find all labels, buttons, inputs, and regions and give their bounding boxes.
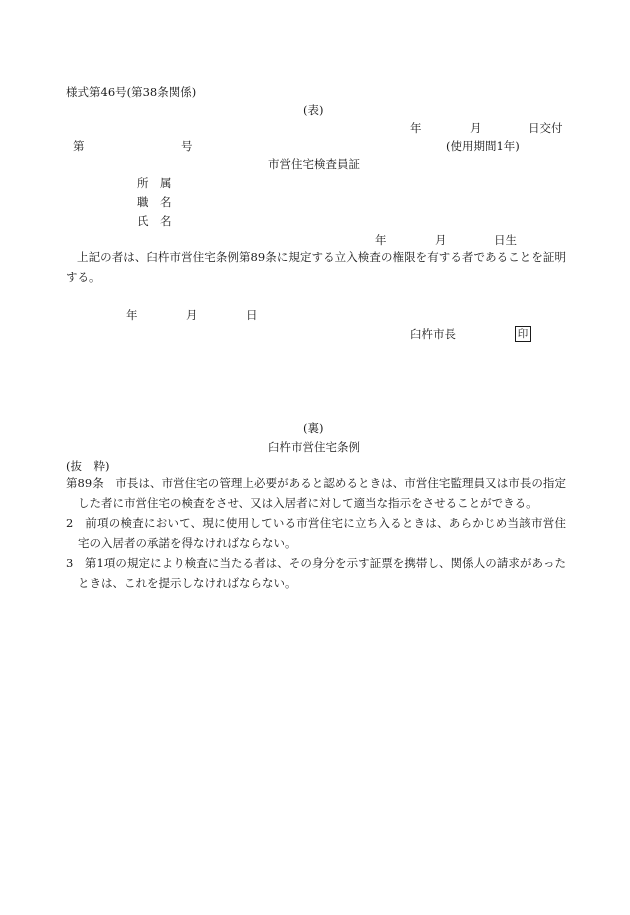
ordinance-title: 臼杵市営住宅条例 bbox=[268, 440, 360, 454]
seal-stamp: 印 bbox=[515, 326, 531, 342]
card-number-prefix: 第 bbox=[73, 139, 85, 153]
cert-day-label: 日 bbox=[246, 308, 258, 322]
field-position: 職 名 bbox=[137, 195, 172, 209]
cert-year-label: 年 bbox=[126, 308, 138, 322]
issue-year-label: 年 bbox=[410, 121, 422, 135]
issuer-name: 臼杵市長 bbox=[410, 327, 456, 341]
article-89-paragraph-3: 3 第1項の規定により検査に当たる者は、その身分を示す証票を携帯し、関係人の請求があったときは、これを提示しなければならない。 bbox=[66, 556, 566, 590]
cert-month-label: 月 bbox=[186, 308, 198, 322]
card-title: 市営住宅検査員証 bbox=[268, 157, 360, 171]
birth-month-label: 月 bbox=[435, 233, 447, 247]
field-name: 氏 名 bbox=[137, 214, 172, 228]
back-side-label: (裏) bbox=[303, 421, 324, 435]
article-89-paragraph-2: 2 前項の検査において、現に使用している市営住宅に立ち入るときは、あらかじめ当該市営住宅の入居者の承諾を得なければならない。 bbox=[66, 516, 566, 550]
birth-day-label: 日生 bbox=[494, 233, 517, 247]
issue-month-label: 月 bbox=[470, 121, 482, 135]
article-89: 第89条 市長は、市営住宅の管理上必要があると認めるときは、市営住宅監理員又は市長の指定した者に市営住宅の検査をさせ、又は入居者に対して適当な指示をさせることができる。 bbox=[66, 476, 566, 510]
field-affiliation: 所 属 bbox=[137, 176, 172, 190]
form-number: 様式第46号(第38条関係) bbox=[66, 85, 197, 99]
front-side-label: (表) bbox=[303, 103, 324, 117]
card-number-suffix: 号 bbox=[181, 139, 193, 153]
excerpt-label: (抜 粋) bbox=[66, 459, 110, 473]
issue-day-label: 日交付 bbox=[528, 121, 563, 135]
birth-year-label: 年 bbox=[375, 233, 387, 247]
certification-text: 上記の者は、臼杵市営住宅条例第89条に規定する立入検査の権限を有する者であることを証明する。 bbox=[66, 250, 566, 284]
validity-period: (使用期間1年) bbox=[446, 139, 520, 153]
